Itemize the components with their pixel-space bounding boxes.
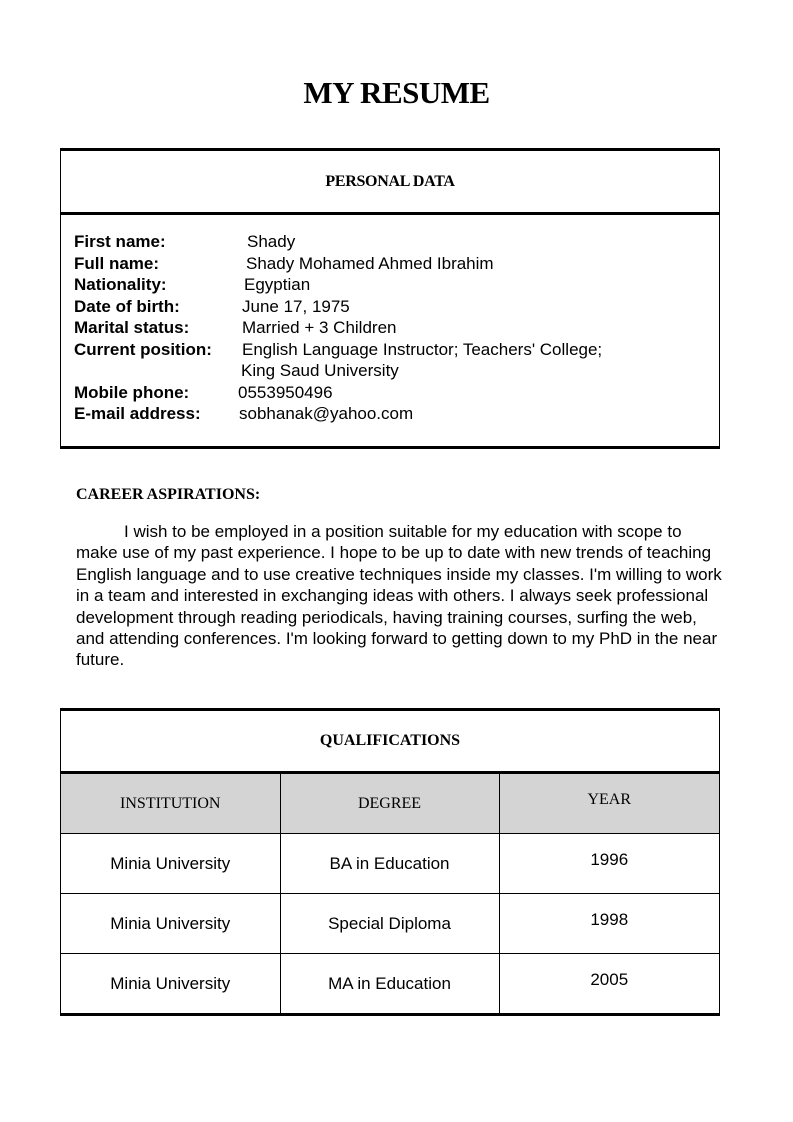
year-column-header — [499, 774, 719, 834]
mobile-phone-row — [74, 382, 719, 404]
current-position-label: Current position: — [74, 339, 212, 359]
career-aspirations-text: I wish to be employed in a position suitable for my education with scope to make use of my past experience. I hope to be up to date with new trends of teaching English language and to use creative techniques inside my classes. I'm willing to work in a team and interested in exchanging ideas with others. I always seek professional development through reading periodicals, having training courses, surfing the web, and attending conferences. I'm looking forward to getting down to my PhD in the near future. — [76, 522, 722, 670]
degree-column-header — [280, 774, 499, 834]
table-row — [61, 834, 719, 894]
nationality-row — [74, 274, 719, 296]
full-name-label: Full name: — [74, 253, 160, 273]
marital-status-label: Marital status: — [74, 318, 190, 337]
institution-cell — [61, 954, 280, 1014]
institution-text: Minia University — [110, 853, 231, 873]
table-row — [61, 954, 719, 1014]
year-cell — [499, 894, 719, 954]
table-row — [61, 894, 719, 954]
qualifications-section — [60, 708, 720, 1016]
degree-cell — [280, 834, 499, 894]
date-of-birth-value: June 17, 1975 — [242, 296, 350, 316]
year-cell — [499, 834, 719, 894]
email-label: E-mail address: — [74, 404, 201, 423]
mobile-phone-value: 0553950496 — [238, 382, 333, 402]
current-position-continued-row — [74, 360, 719, 382]
date-of-birth-label: Date of birth: — [74, 296, 180, 316]
institution-cell — [61, 894, 280, 954]
full-name-row — [74, 253, 719, 275]
nationality-label: Nationality: — [74, 275, 167, 294]
marital-status-row — [74, 317, 719, 339]
personal-data-section — [60, 148, 720, 449]
year-column-label: YEAR — [587, 790, 632, 808]
institution-column-header — [61, 774, 280, 834]
marital-status-value: Married + 3 Children — [242, 318, 397, 337]
qualifications-header-row — [61, 774, 719, 834]
first-name-row — [74, 231, 719, 253]
first-name-label: First name: — [74, 232, 166, 251]
personal-data-list — [61, 215, 719, 425]
mobile-phone-label: Mobile phone: — [74, 382, 190, 402]
personal-data-heading: PERSONAL DATA — [61, 151, 719, 215]
year-cell — [499, 954, 719, 1014]
institution-text: Minia University — [110, 913, 231, 933]
year-text: 1996 — [590, 849, 629, 869]
degree-cell — [280, 954, 499, 1014]
career-aspirations-heading: CAREER ASPIRATIONS: — [76, 486, 261, 503]
qualifications-table — [61, 774, 719, 1013]
year-text: 1998 — [590, 909, 629, 929]
institution-column-label: INSTITUTION — [120, 794, 221, 812]
full-name-value: Shady Mohamed Ahmed Ibrahim — [246, 253, 494, 273]
current-position-value: English Language Instructor; Teachers' College; — [242, 339, 603, 359]
email-row — [74, 403, 719, 425]
email-value: sobhanak@yahoo.com — [239, 404, 414, 423]
qualifications-heading: QUALIFICATIONS — [61, 711, 719, 774]
current-position-row — [74, 339, 719, 361]
current-position-continued-label — [74, 360, 238, 382]
degree-text: MA in Education — [328, 973, 451, 993]
institution-cell — [61, 834, 280, 894]
degree-cell — [280, 894, 499, 954]
first-name-value: Shady — [247, 232, 296, 251]
degree-column-label: DEGREE — [357, 794, 422, 812]
resume-title: MY RESUME — [303, 75, 490, 110]
institution-text: Minia University — [110, 973, 231, 993]
nationality-value: Egyptian — [244, 275, 311, 294]
current-position-continued-value: King Saud University — [241, 361, 399, 380]
date-of-birth-row — [74, 296, 719, 318]
degree-text: Special Diploma — [328, 913, 451, 933]
year-text: 2005 — [590, 969, 629, 989]
degree-text: BA in Education — [329, 853, 450, 873]
